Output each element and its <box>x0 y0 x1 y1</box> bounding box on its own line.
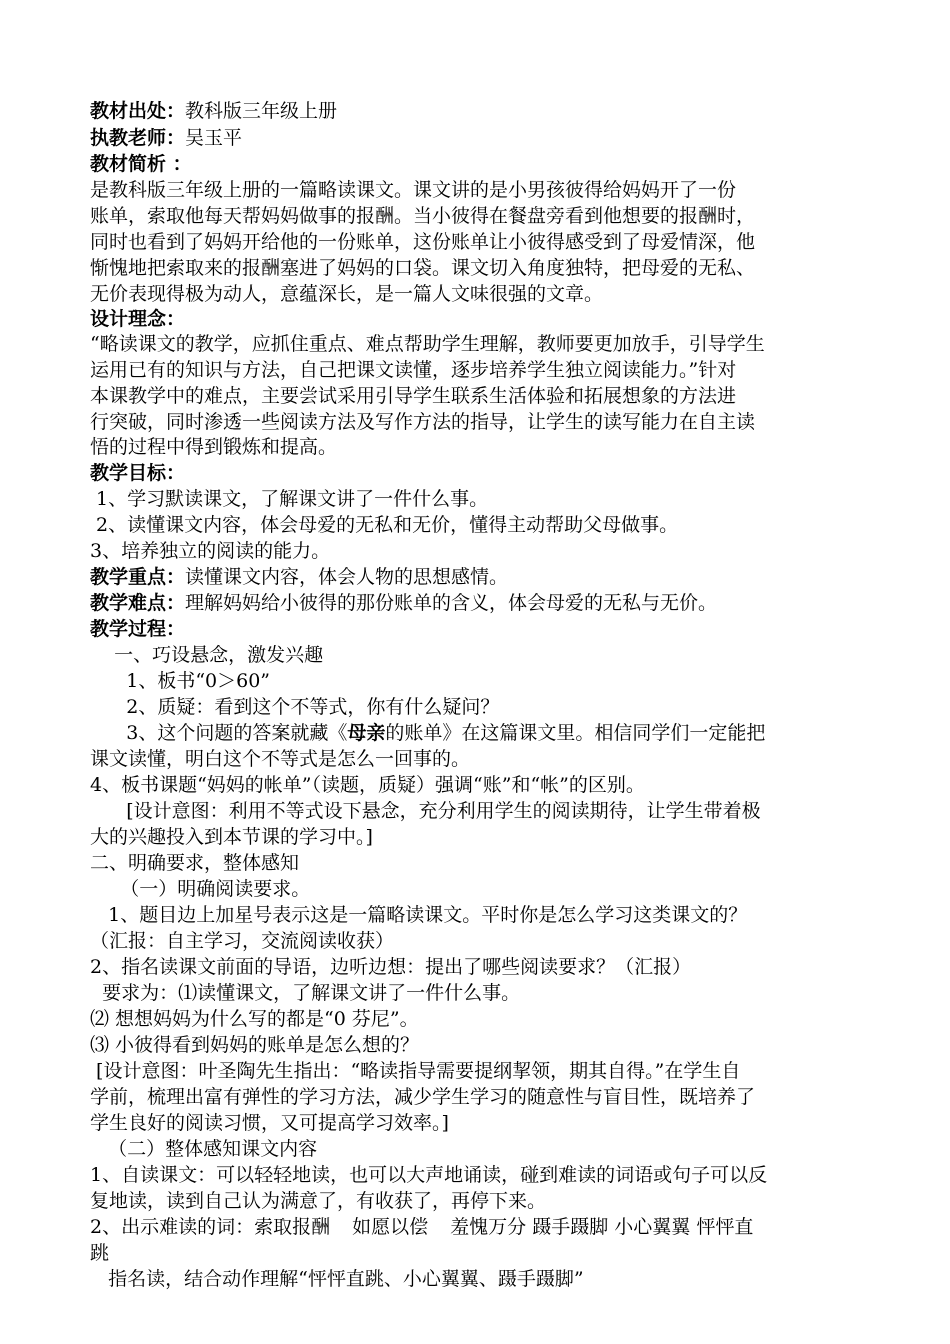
goal-item: 1、学习默读课文，了解课文讲了一件什么事。 <box>90 488 489 510</box>
paragraph-line: 行突破，同时渗透一些阅读方法及写作方法的指导，让学生的读写能力在自主读 <box>90 411 756 433</box>
difficulty-value: 理解妈妈给小彼得的那份账单的含义，体会母爱的无私与无价。 <box>185 592 718 614</box>
step-line: 4、板书课题“妈妈的帐单”（读题，质疑）强调“账”和“帐”的区别。 <box>90 774 645 796</box>
requirement-item: ⑵ 想想妈妈为什么写的都是“0 芬尼”。 <box>90 1008 419 1030</box>
section-title: 二、明确要求，整体感知 <box>90 852 300 874</box>
difficult-word: 羞愧万分 <box>450 1216 527 1238</box>
step-line: 2、质疑：看到这个不等式，你有什么疑问？ <box>90 696 500 718</box>
step-line: 2、指名读课文前面的导语，边听边想：提出了哪些阅读要求？（汇报） <box>90 956 692 978</box>
difficult-words-label: 2、出示难读的词： <box>90 1216 255 1238</box>
difficulty-line <box>90 590 880 617</box>
source-value: 教科版三年级上册 <box>185 100 338 122</box>
goal-item: 3、培养独立的阅读的能力。 <box>90 540 331 562</box>
source-line <box>90 98 880 125</box>
paragraph-line: 是教科版三年级上册的一篇略读课文。课文讲的是小男孩彼得给妈妈开了一份 <box>90 179 737 201</box>
step3-bold-text: 母亲 <box>347 722 386 744</box>
step-line: 1、自读课文：可以轻轻地读，也可以大声地诵读，碰到难读的词语或句子可以反 <box>90 1164 768 1186</box>
paragraph-line: 惭愧地把索取来的报酬塞进了妈妈的口袋。课文切入角度独特，把母爱的无私、 <box>90 257 756 279</box>
paragraph-line: “略读课文的教学，应抓住重点、难点帮助学生理解，教师要更加放手，引导学生 <box>90 333 765 355</box>
teacher-line <box>90 125 880 152</box>
concept-heading: 设计理念： <box>90 308 186 330</box>
paragraph-line: 运用已有的知识与方法，自己把课文读懂，逐步培养学生独立阅读能力。”针对 <box>90 359 737 381</box>
source-label: 教材出处： <box>90 100 186 122</box>
paragraph-line: 悟的过程中得到锻炼和提高。 <box>90 436 338 458</box>
step-line: 1、题目边上加星号表示这是一篇略读课文。平时你是怎么学习这类课文的？ <box>90 904 748 926</box>
requirement-item: 要求为：⑴读懂课文，了解课文讲了一件什么事。 <box>90 982 521 1004</box>
step-line: 指名读，结合动作理解“怦怦直跳、小心翼翼、蹑手蹑脚” <box>90 1268 584 1290</box>
focus-label: 教学重点： <box>90 566 186 588</box>
paragraph-line: 无价表现得极为动人，意蕴深长，是一篇人文味很强的文章。 <box>90 283 604 305</box>
step3-text: 3、这个问题的答案就藏《 <box>90 722 348 744</box>
focus-value: 读懂课文内容，体会人物的思想感情。 <box>185 566 509 588</box>
design-intent: [设计意图：利用不等式设下悬念，充分利用学生的阅读期待，让学生带着极 <box>90 800 761 822</box>
step3-text-end: 的账单》在这篇课文里。相信同学们一定能把 <box>385 722 766 744</box>
difficult-words-cont: 跳 <box>90 1242 110 1264</box>
teacher-value: 吴玉平 <box>185 127 243 149</box>
difficulty-label: 教学难点： <box>90 592 186 614</box>
subsection-title: （二）整体感知课文内容 <box>90 1138 318 1160</box>
focus-line <box>90 564 880 591</box>
paragraph-line: 账单，索取他每天帮妈妈做事的报酬。当小彼得在餐盘旁看到他想要的报酬时， <box>90 205 756 227</box>
design-intent: 大的兴趣投入到本节课的学习中。] <box>90 826 373 848</box>
paragraph-line: 本课教学中的难点，主要尝试采用引导学生联系生活体验和拓展想象的方法进 <box>90 385 737 407</box>
goal-item: 2、读懂课文内容，体会母爱的无私和无价，懂得主动帮助父母做事。 <box>90 514 679 536</box>
difficult-word: 如愿以偿 <box>352 1216 429 1238</box>
step-line: 复地读，读到自己认为满意了，有收获了，再停下来。 <box>90 1190 547 1212</box>
difficult-word: 小心翼翼 <box>614 1216 691 1238</box>
design-intent: 学前，梳理出富有弹性的学习方法，减少学生学习的随意性与盲目性，既培养了 <box>90 1086 756 1108</box>
section-title: 一、巧设悬念，激发兴趣 <box>90 644 324 666</box>
subsection-title: （一）明确阅读要求。 <box>90 878 311 900</box>
process-heading: 教学过程： <box>90 618 186 640</box>
difficult-words-line <box>90 1214 880 1241</box>
step-line: 1、板书“0＞60” <box>90 670 271 692</box>
difficult-word: 怦怦直 <box>696 1216 754 1238</box>
requirement-item: ⑶ 小彼得看到妈妈的账单是怎么想的？ <box>90 1034 420 1056</box>
analysis-heading: 教材简析 ： <box>90 153 192 175</box>
design-intent: 学生良好的阅读习惯，又可提高学习效率。] <box>90 1112 449 1134</box>
step-line <box>90 720 880 747</box>
difficult-word: 索取报酬 <box>254 1216 331 1238</box>
step-line: （汇报：自主学习，交流阅读收获） <box>90 930 395 952</box>
difficult-word: 蹑手蹑脚 <box>532 1216 609 1238</box>
paragraph-line: 同时也看到了妈妈开给他的一份账单，这份账单让小彼得感受到了母爱情深，他 <box>90 231 756 253</box>
step-line: 课文读懂，明白这个不等式是怎么一回事的。 <box>90 748 471 770</box>
goals-heading: 教学目标： <box>90 462 186 484</box>
teacher-label: 执教老师： <box>90 127 186 149</box>
design-intent: [设计意图：叶圣陶先生指出：“略读指导需要提纲挈领，期其自得。”在学生自 <box>90 1060 741 1082</box>
